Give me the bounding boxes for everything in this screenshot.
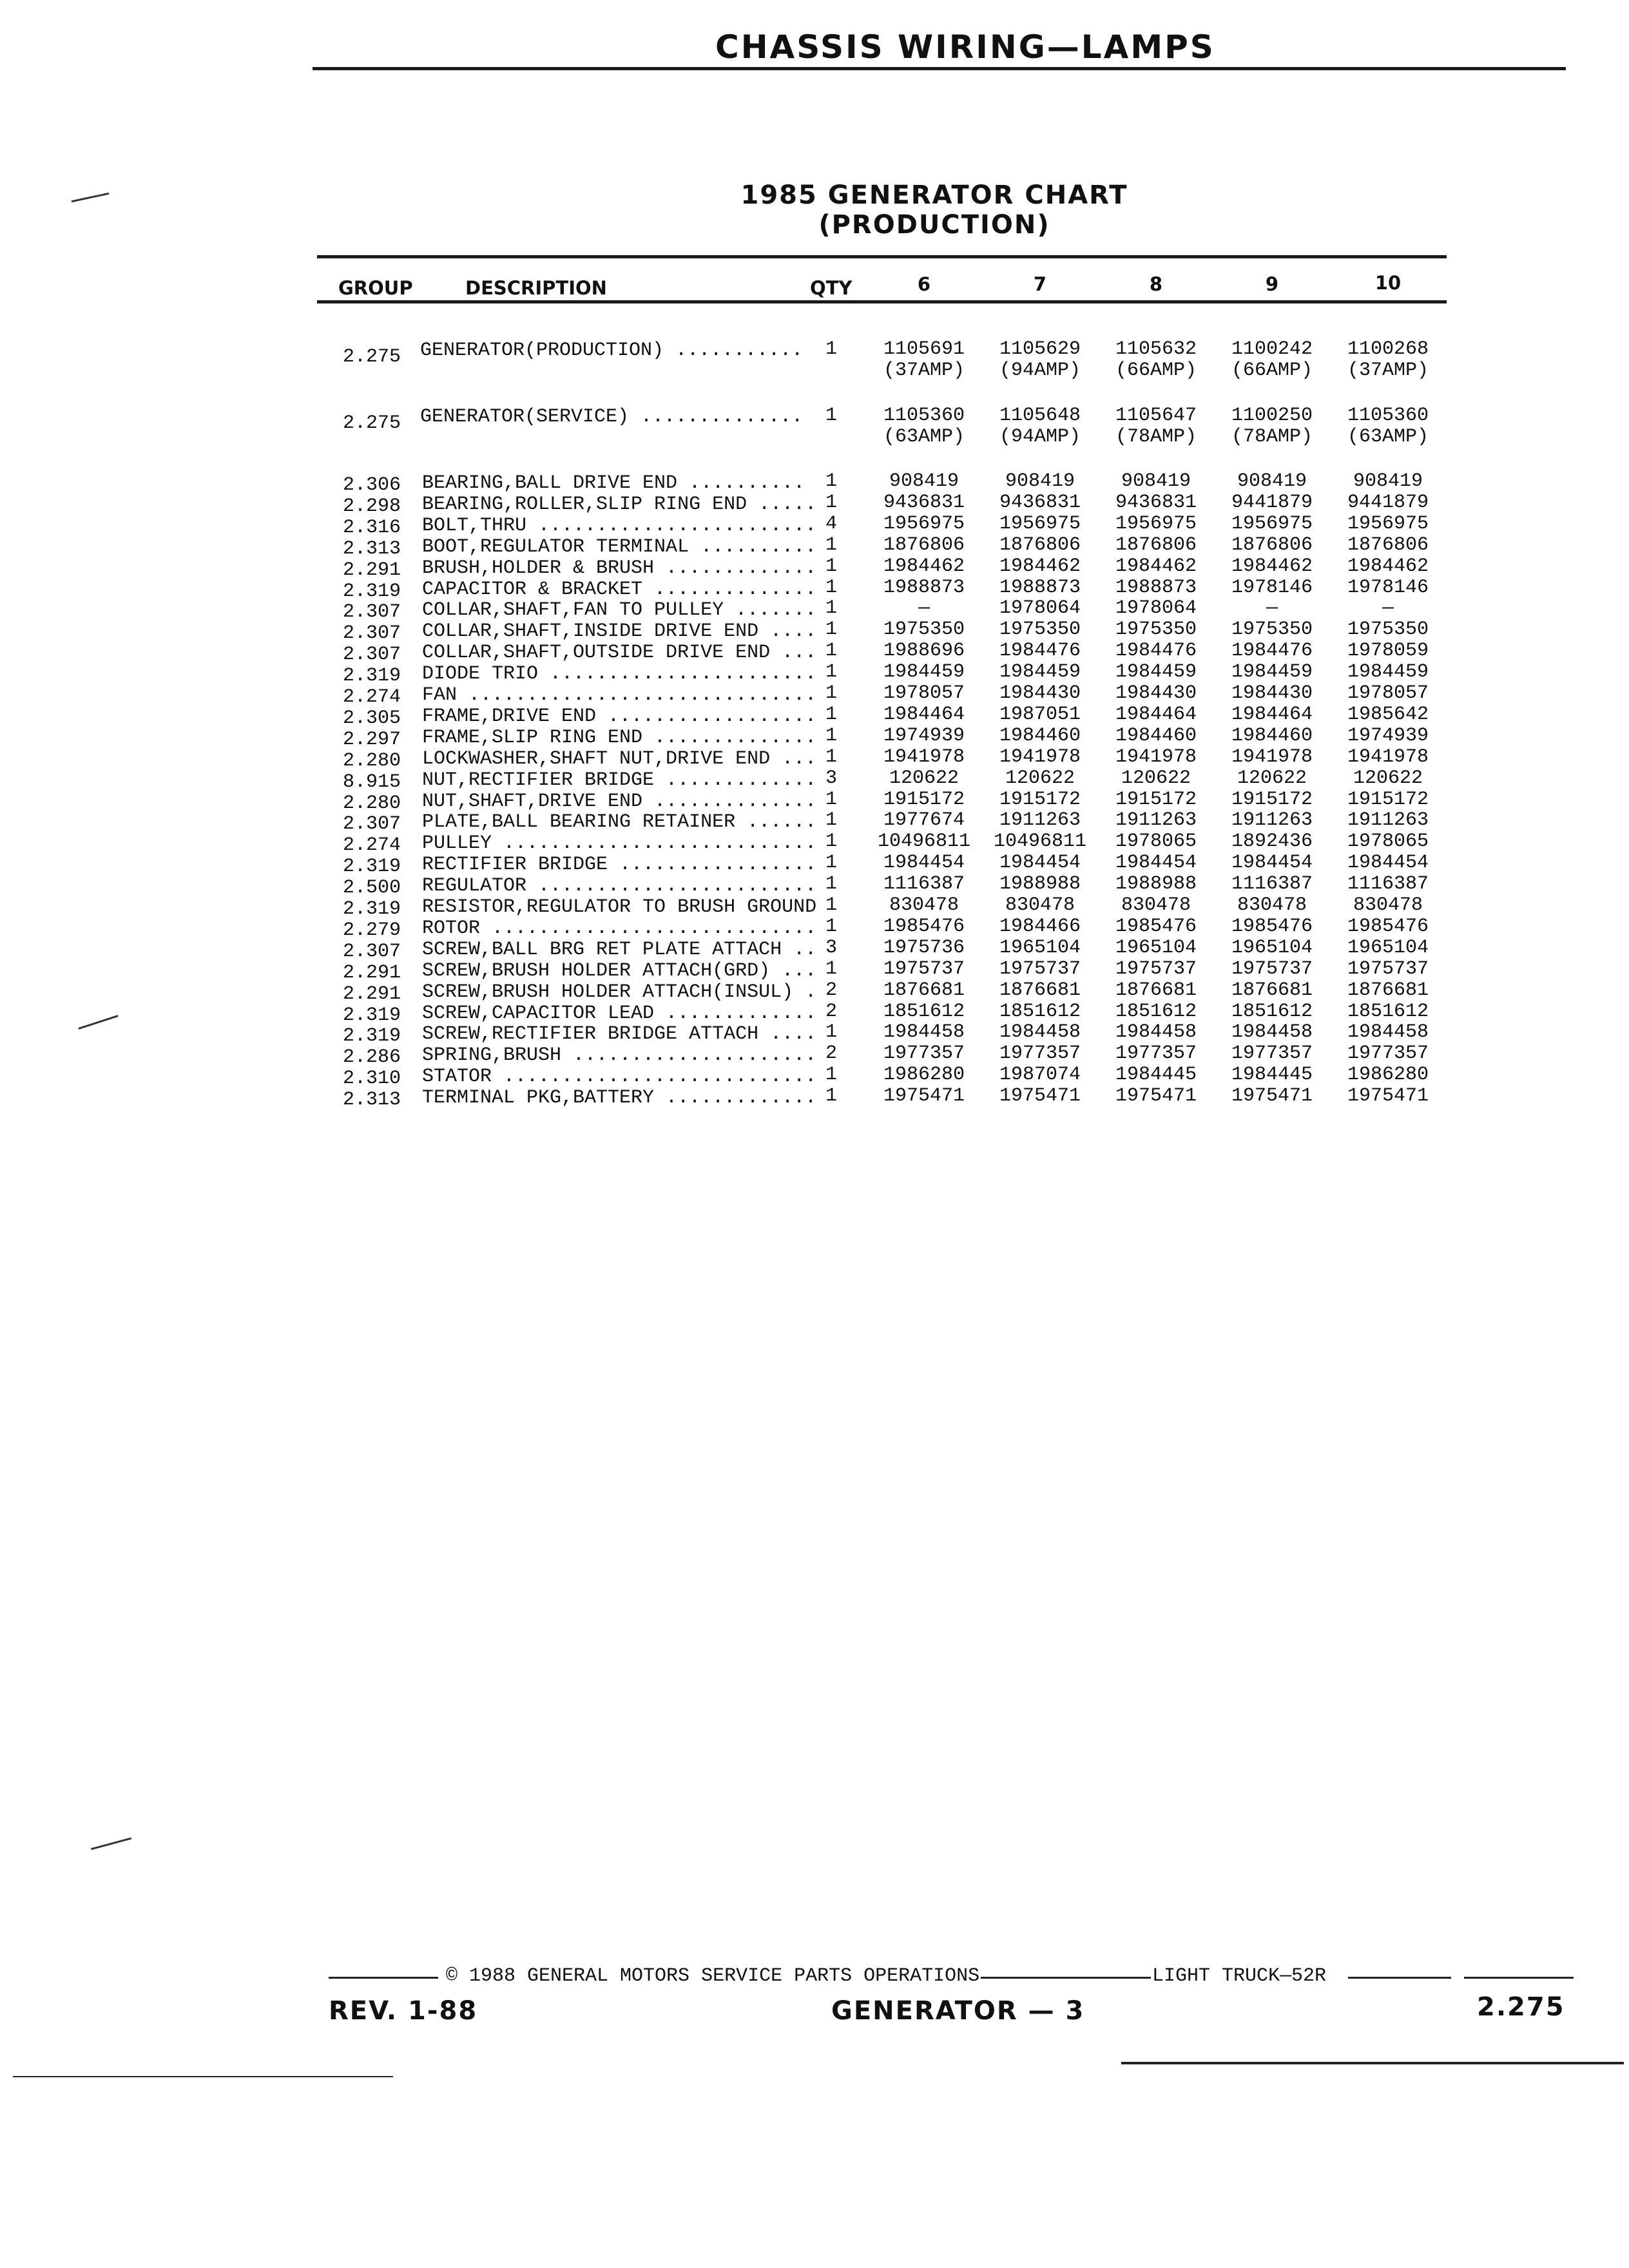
part-number: 1984464 (1231, 704, 1313, 726)
part-number: 1985476 (883, 916, 965, 937)
row-description: DIODE TRIO ....................... (422, 663, 817, 685)
row-qty: 1 (825, 1021, 838, 1043)
row-qty: 2 (825, 979, 838, 1001)
row-description: SPRING,BRUSH ..................... (422, 1044, 817, 1066)
row-description: SCREW,BALL BRG RET PLATE ATTACH .. (422, 939, 817, 961)
row-qty: 1 (825, 661, 838, 683)
part-number: 1851612 (999, 1001, 1081, 1023)
part-number: 1975350 (883, 619, 965, 640)
amp-rating: (63AMP) (883, 426, 965, 448)
part-number: 1984462 (1115, 555, 1197, 577)
row-group: 2.319 (343, 898, 401, 920)
row-qty: 1 (825, 338, 838, 360)
part-number: 1851612 (1231, 1001, 1313, 1023)
row-qty: 1 (825, 704, 838, 726)
part-number: 1985476 (1231, 916, 1313, 937)
part-number: 1975471 (883, 1085, 965, 1107)
part-number: 1975737 (883, 958, 965, 980)
scan-mark (71, 193, 109, 202)
amp-rating: (78AMP) (1231, 426, 1313, 448)
row-group: 2.319 (343, 581, 401, 602)
row-description: SCREW,RECTIFIER BRIDGE ATTACH .... (422, 1023, 817, 1045)
row-qty: 2 (825, 1001, 838, 1023)
part-number: 1984476 (999, 640, 1081, 662)
part-number: 1941978 (1231, 746, 1313, 768)
part-number: 1116387 (1231, 873, 1313, 895)
row-qty: 1 (825, 577, 838, 599)
part-number: 9441879 (1347, 492, 1429, 514)
part-number: 1984459 (999, 661, 1081, 683)
part-number: 1986280 (883, 1064, 965, 1086)
part-number: 1975737 (1347, 958, 1429, 980)
part-number: 1876681 (883, 979, 965, 1001)
row-qty: 1 (825, 1085, 838, 1107)
row-group: 2.310 (343, 1068, 401, 1090)
footer-model: LIGHT TRUCK—52R (1152, 1965, 1327, 1987)
amp-rating: (94AMP) (999, 360, 1081, 381)
part-number: 1984462 (1347, 555, 1429, 577)
part-number: 1988873 (1115, 577, 1197, 599)
row-group: 2.307 (343, 941, 401, 963)
part-number: 1984459 (1115, 661, 1197, 683)
part-number: 908419 (1005, 470, 1075, 492)
part-number: 1965104 (1347, 937, 1429, 959)
row-description: BRUSH,HOLDER & BRUSH ............. (422, 557, 817, 579)
row-description: NUT,SHAFT,DRIVE END .............. (422, 791, 817, 812)
part-number: 1984458 (1347, 1021, 1429, 1043)
part-number: 908419 (1237, 470, 1307, 492)
part-number: 1984460 (1115, 725, 1197, 747)
part-number: 1965104 (1115, 937, 1197, 959)
part-number: 1876681 (1347, 979, 1429, 1001)
part-number: 1965104 (999, 937, 1081, 959)
row-description: SCREW,BRUSH HOLDER ATTACH(INSUL) . (422, 981, 817, 1003)
footer-rule (981, 1977, 1151, 1979)
part-number: 1977357 (1231, 1043, 1313, 1064)
part-number: 1984462 (1231, 555, 1313, 577)
part-number: 1105629 (999, 338, 1081, 360)
part-number: — (918, 597, 930, 619)
row-qty: 1 (825, 873, 838, 895)
amp-rating: (66AMP) (1115, 360, 1197, 381)
part-number: 1978065 (1115, 831, 1197, 852)
column-header-model-6: 6 (917, 273, 931, 295)
row-qty: 1 (825, 789, 838, 811)
part-number: 1911263 (1231, 809, 1313, 831)
row-description: REGULATOR ........................ (422, 875, 817, 897)
part-number: 1876681 (1231, 979, 1313, 1001)
row-group: 2.319 (343, 1025, 401, 1047)
part-number: 1984454 (1347, 852, 1429, 874)
row-description: STATOR ........................... (422, 1066, 817, 1088)
part-number: 1975471 (1115, 1085, 1197, 1107)
row-qty: 1 (825, 470, 838, 492)
part-number: 1975737 (1231, 958, 1313, 980)
row-group: 2.280 (343, 793, 401, 814)
part-number: 1984430 (999, 682, 1081, 704)
column-header-model-10: 10 (1374, 272, 1402, 294)
part-number: 1985476 (1347, 916, 1429, 937)
row-description: FAN .............................. (422, 684, 817, 706)
chart-title (644, 180, 1224, 240)
part-number: 120622 (1005, 767, 1075, 789)
part-number: 1984458 (1115, 1021, 1197, 1043)
part-number: 1100250 (1231, 405, 1313, 427)
part-number: 830478 (1121, 894, 1191, 916)
row-qty: 1 (825, 619, 838, 640)
part-number: 1892436 (1231, 831, 1313, 852)
amp-rating: (66AMP) (1231, 360, 1313, 381)
part-number: 1956975 (999, 513, 1081, 535)
part-number: 1988873 (999, 577, 1081, 599)
part-number: 830478 (1237, 894, 1307, 916)
part-number: 1975350 (1115, 619, 1197, 640)
row-qty: 1 (825, 640, 838, 662)
row-group: 2.291 (343, 559, 401, 581)
part-number: 1911263 (1115, 809, 1197, 831)
part-number: 1978057 (883, 682, 965, 704)
part-number: 1984454 (883, 852, 965, 874)
part-number: 1988988 (1115, 873, 1197, 895)
part-number: 1116387 (883, 873, 965, 895)
part-number: 1941978 (999, 746, 1081, 768)
part-number: 1876806 (1115, 534, 1197, 556)
part-number: 1965104 (1231, 937, 1313, 959)
part-number: 908419 (1353, 470, 1423, 492)
row-group: 2.298 (343, 495, 401, 517)
part-number: 1876806 (999, 534, 1081, 556)
part-number: 1105360 (1347, 405, 1429, 427)
part-number: 1105360 (883, 405, 965, 427)
part-number: 1988696 (883, 640, 965, 662)
part-number: 1941978 (1347, 746, 1429, 768)
part-number: 1984466 (999, 916, 1081, 937)
part-number: 1915172 (1115, 789, 1197, 811)
part-number: 1984458 (883, 1021, 965, 1043)
footer-page-number: 2.275 (1477, 1992, 1565, 2022)
amp-rating: (78AMP) (1115, 426, 1197, 448)
row-qty: 1 (825, 534, 838, 556)
part-number: 1911263 (1347, 809, 1429, 831)
row-description: BOOT,REGULATOR TERMINAL .......... (422, 536, 817, 558)
row-description: GENERATOR(SERVICE) .............. (420, 406, 804, 428)
row-description: RECTIFIER BRIDGE ................. (422, 854, 817, 876)
row-description: SCREW,CAPACITOR LEAD ............. (422, 1003, 817, 1024)
row-group: 2.275 (343, 412, 401, 434)
part-number: 1105648 (999, 405, 1081, 427)
part-number: 9441879 (1231, 492, 1313, 514)
part-number: — (1382, 597, 1394, 619)
part-number: 1915172 (1231, 789, 1313, 811)
part-number: 1978146 (1347, 577, 1429, 599)
part-number: 1941978 (883, 746, 965, 768)
part-number: 1984454 (1115, 852, 1197, 874)
part-number: 1984460 (999, 725, 1081, 747)
part-number: 1977357 (883, 1043, 965, 1064)
row-description: LOCKWASHER,SHAFT NUT,DRIVE END ... (422, 748, 817, 770)
row-group: 2.297 (343, 729, 401, 751)
row-qty: 1 (825, 492, 838, 514)
part-number: 1978064 (1115, 597, 1197, 619)
part-number: 1978064 (999, 597, 1081, 619)
part-number: 120622 (1353, 767, 1423, 789)
header-rule (313, 67, 1566, 70)
row-description: FRAME,SLIP RING END .............. (422, 727, 817, 749)
row-description: SCREW,BRUSH HOLDER ATTACH(GRD) ... (422, 960, 817, 982)
part-number: 1984464 (1115, 704, 1197, 726)
row-group: 2.280 (343, 750, 401, 772)
part-number: 1105647 (1115, 405, 1197, 427)
part-number: 1984445 (1115, 1064, 1197, 1086)
row-group: 2.286 (343, 1046, 401, 1068)
row-group: 2.313 (343, 1089, 401, 1111)
part-number: 830478 (1353, 894, 1423, 916)
row-group: 2.313 (343, 538, 401, 560)
row-description: GENERATOR(PRODUCTION) ........... (420, 340, 804, 361)
part-number: 1984460 (1231, 725, 1313, 747)
part-number: 1984454 (999, 852, 1081, 874)
part-number: 1984462 (883, 555, 965, 577)
amp-rating: (37AMP) (1347, 360, 1429, 381)
part-number: 1984458 (1231, 1021, 1313, 1043)
part-number: 1984458 (999, 1021, 1081, 1043)
part-number: 1984430 (1231, 682, 1313, 704)
part-number: 1986280 (1347, 1064, 1429, 1086)
part-number: 1984476 (1115, 640, 1197, 662)
part-number: 830478 (1005, 894, 1075, 916)
part-number: 1851612 (883, 1001, 965, 1023)
row-qty: 1 (825, 555, 838, 577)
row-description: COLLAR,SHAFT,INSIDE DRIVE END .... (422, 620, 817, 642)
part-number: 1984459 (1347, 661, 1429, 683)
scan-edge-line (1121, 2062, 1624, 2064)
part-number: 1978059 (1347, 640, 1429, 662)
row-group: 2.305 (343, 707, 401, 729)
part-number: 120622 (889, 767, 959, 789)
part-number: 1876806 (883, 534, 965, 556)
part-number: 1975736 (883, 937, 965, 959)
amp-rating: (94AMP) (999, 426, 1081, 448)
part-number: 1977357 (1115, 1043, 1197, 1064)
part-number: 1984459 (883, 661, 965, 683)
row-group: 2.316 (343, 517, 401, 539)
part-number: 9436831 (1115, 492, 1197, 514)
row-group: 2.500 (343, 877, 401, 899)
part-number: 1984464 (883, 704, 965, 726)
part-number: 1975471 (1347, 1085, 1429, 1107)
part-number: 1915172 (999, 789, 1081, 811)
row-group: 8.915 (343, 771, 401, 793)
part-number: 1851612 (1347, 1001, 1429, 1023)
part-number: 1984430 (1115, 682, 1197, 704)
row-description: BEARING,BALL DRIVE END .......... (422, 472, 805, 494)
row-qty: 2 (825, 1043, 838, 1064)
footer-section: GENERATOR — 3 (831, 1996, 1085, 2026)
part-number: 1105691 (883, 338, 965, 360)
part-number: 1876681 (1115, 979, 1197, 1001)
row-qty: 1 (825, 916, 838, 937)
footer-rule (329, 1977, 438, 1979)
row-description: PULLEY ........................... (422, 832, 817, 854)
part-number: 1988988 (999, 873, 1081, 895)
part-number: 1100268 (1347, 338, 1429, 360)
row-description: BOLT,THRU ........................ (422, 515, 817, 537)
row-group: 2.319 (343, 665, 401, 687)
part-number: 1975350 (1231, 619, 1313, 640)
column-header-description: DESCRIPTION (465, 277, 607, 299)
part-number: 1116387 (1347, 873, 1429, 895)
part-number: 1876806 (1231, 534, 1313, 556)
row-description: NUT,RECTIFIER BRIDGE ............. (422, 769, 817, 791)
row-description: COLLAR,SHAFT,FAN TO PULLEY ....... (422, 599, 817, 621)
part-number: 1985476 (1115, 916, 1197, 937)
part-number: 10496811 (877, 831, 971, 852)
row-group: 2.291 (343, 983, 401, 1005)
part-number: 120622 (1237, 767, 1307, 789)
row-description: TERMINAL PKG,BATTERY ............. (422, 1087, 817, 1109)
row-description: FRAME,DRIVE END .................. (422, 706, 817, 727)
row-qty: 1 (825, 405, 838, 427)
row-group: 2.319 (343, 856, 401, 878)
row-qty: 1 (825, 1064, 838, 1086)
row-qty: 1 (825, 597, 838, 619)
row-group: 2.307 (343, 622, 401, 644)
part-number: 1974939 (1347, 725, 1429, 747)
part-number: 1988873 (883, 577, 965, 599)
row-group: 2.307 (343, 601, 401, 623)
row-group: 2.307 (343, 813, 401, 835)
part-number: 1975737 (999, 958, 1081, 980)
row-group: 2.319 (343, 1004, 401, 1026)
part-number: 1977357 (1347, 1043, 1429, 1064)
part-number: 1975471 (1231, 1085, 1313, 1107)
row-qty: 1 (825, 809, 838, 831)
part-number: 830478 (889, 894, 959, 916)
part-number: 1975350 (1347, 619, 1429, 640)
row-description: PLATE,BALL BEARING RETAINER ...... (422, 811, 817, 833)
part-number: 1985642 (1347, 704, 1429, 726)
part-number: 1975350 (999, 619, 1081, 640)
part-number: 1984445 (1231, 1064, 1313, 1086)
column-header-model-9: 9 (1265, 273, 1279, 295)
row-qty: 1 (825, 682, 838, 704)
amp-rating: (37AMP) (883, 360, 965, 381)
part-number: 1105632 (1115, 338, 1197, 360)
part-number: 1941978 (1115, 746, 1197, 768)
row-description: BEARING,ROLLER,SLIP RING END ..... (422, 494, 817, 515)
table-header-rule-top (317, 255, 1447, 258)
part-number: 1851612 (1115, 1001, 1197, 1023)
part-number: 120622 (1121, 767, 1191, 789)
part-number: 1956975 (1347, 513, 1429, 535)
row-group: 2.279 (343, 919, 401, 941)
row-qty: 1 (825, 725, 838, 747)
row-qty: 1 (825, 746, 838, 768)
part-number: 908419 (1121, 470, 1191, 492)
part-number: 1987074 (999, 1064, 1081, 1086)
part-number: 1975471 (999, 1085, 1081, 1107)
column-header-model-7: 7 (1033, 273, 1047, 295)
column-header-qty: QTY (810, 277, 853, 299)
part-number: 1915172 (1347, 789, 1429, 811)
table-header-rule-bottom (317, 300, 1447, 303)
row-qty: 1 (825, 894, 838, 916)
row-qty: 4 (825, 513, 838, 535)
row-group: 2.274 (343, 834, 401, 856)
row-qty: 3 (825, 937, 838, 959)
part-number: 1876681 (999, 979, 1081, 1001)
amp-rating: (63AMP) (1347, 426, 1429, 448)
part-number: 1915172 (883, 789, 965, 811)
row-description: RESISTOR,REGULATOR TO BRUSH GROUND (422, 896, 817, 918)
part-number: 1956975 (1115, 513, 1197, 535)
part-number: 1974939 (883, 725, 965, 747)
row-qty: 1 (825, 958, 838, 980)
part-number: 1978146 (1231, 577, 1313, 599)
part-number: 1911263 (999, 809, 1081, 831)
chart-title-line2: (PRODUCTION) (818, 210, 1050, 240)
row-group: 2.291 (343, 962, 401, 984)
row-group: 2.275 (343, 346, 401, 368)
footer-copyright: © 1988 GENERAL MOTORS SERVICE PARTS OPERATIONS (446, 1965, 980, 1987)
row-description: COLLAR,SHAFT,OUTSIDE DRIVE END ... (422, 642, 817, 664)
part-number: 1977357 (999, 1043, 1081, 1064)
part-number: 1977674 (883, 809, 965, 831)
part-number: 1975737 (1115, 958, 1197, 980)
row-group: 2.274 (343, 686, 401, 708)
part-number: — (1266, 597, 1278, 619)
page-title: CHASSIS WIRING—LAMPS (715, 28, 1215, 66)
chart-title-line1: 1985 GENERATOR CHART (740, 180, 1128, 210)
scan-edge-line (13, 2076, 393, 2077)
part-number: 9436831 (883, 492, 965, 514)
row-description: CAPACITOR & BRACKET .............. (422, 579, 817, 601)
part-number: 1984459 (1231, 661, 1313, 683)
part-number: 1978065 (1347, 831, 1429, 852)
row-qty: 1 (825, 852, 838, 874)
footer-revision: REV. 1-88 (329, 1996, 478, 2026)
part-number: 1956975 (883, 513, 965, 535)
row-group: 2.307 (343, 644, 401, 666)
scan-mark (91, 1838, 132, 1850)
scan-mark (78, 1015, 119, 1030)
row-qty: 3 (825, 767, 838, 789)
row-qty: 1 (825, 831, 838, 852)
part-number: 1984476 (1231, 640, 1313, 662)
part-number: 10496811 (993, 831, 1087, 852)
column-header-model-8: 8 (1149, 273, 1163, 295)
row-group: 2.306 (343, 474, 401, 496)
part-number: 9436831 (999, 492, 1081, 514)
part-number: 1876806 (1347, 534, 1429, 556)
column-header-group: GROUP (338, 277, 413, 299)
footer-rule (1348, 1977, 1451, 1979)
footer-rule (1464, 1977, 1574, 1979)
part-number: 1100242 (1231, 338, 1313, 360)
part-number: 1978057 (1347, 682, 1429, 704)
part-number: 1984462 (999, 555, 1081, 577)
row-description: ROTOR ............................ (422, 918, 817, 939)
part-number: 1984454 (1231, 852, 1313, 874)
part-number: 1956975 (1231, 513, 1313, 535)
part-number: 908419 (889, 470, 959, 492)
part-number: 1987051 (999, 704, 1081, 726)
